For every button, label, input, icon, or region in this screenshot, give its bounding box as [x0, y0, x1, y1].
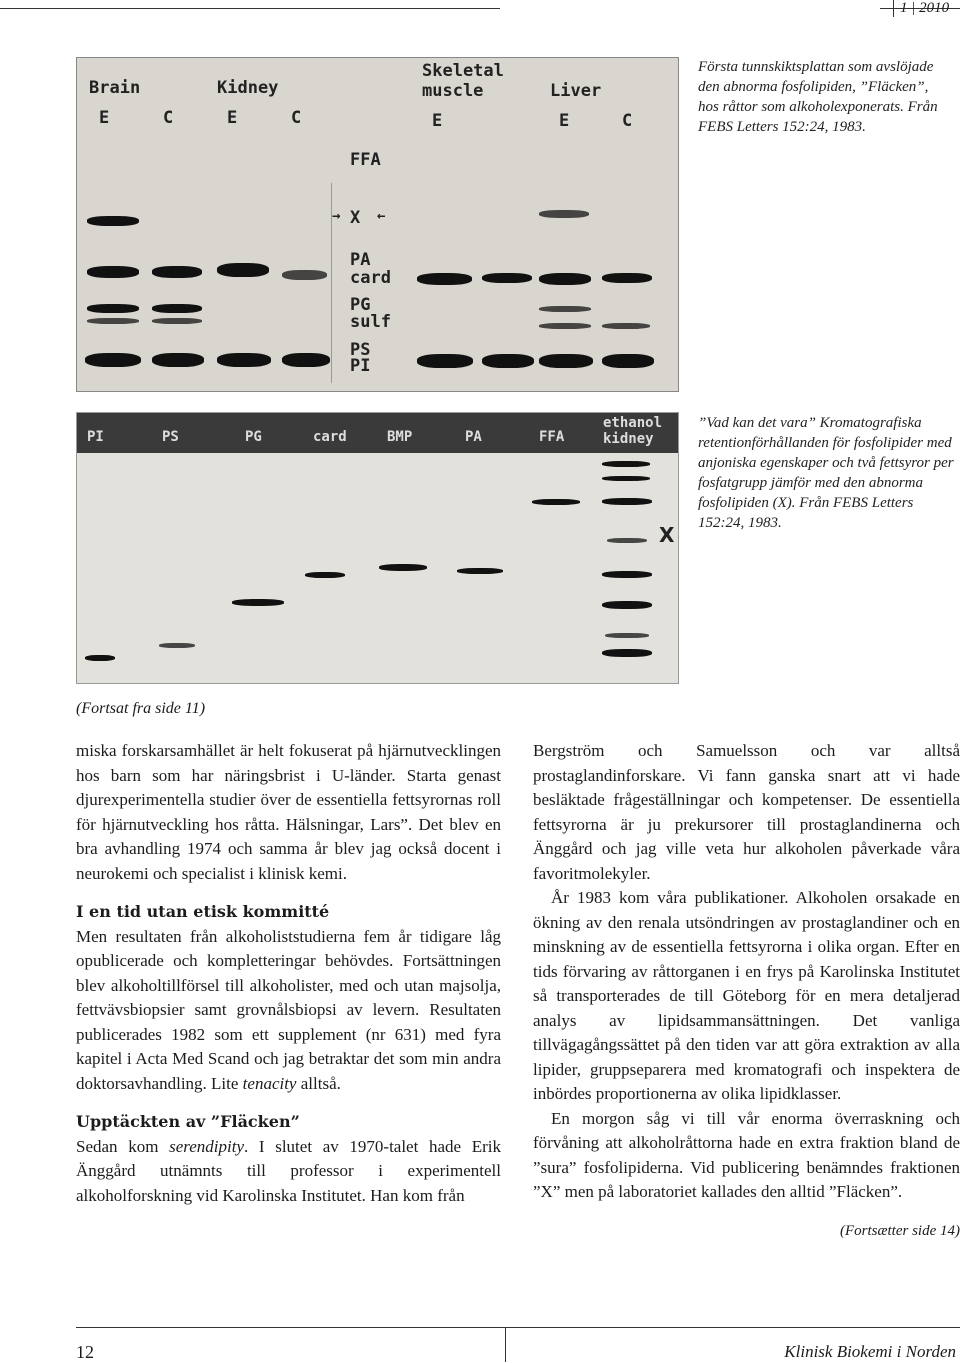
tlc-band	[539, 354, 593, 368]
tlc-band-kidney	[602, 461, 650, 467]
section-heading: Upptäckten av ”Fläcken”	[76, 1112, 300, 1131]
tlc-band-pi	[85, 655, 115, 661]
lane-label: kidney	[603, 431, 654, 447]
marker-label: sulf	[350, 312, 391, 332]
tlc-band	[282, 270, 327, 280]
tlc-band	[152, 304, 202, 313]
tlc-band	[482, 354, 534, 368]
group-label: Liver	[550, 81, 602, 101]
tlc-band-kidney	[602, 649, 652, 657]
group-label: Kidney	[217, 78, 279, 98]
emphasis: tenacity	[242, 1073, 297, 1093]
tlc-plate-figure-2	[76, 412, 679, 684]
paragraph	[76, 925, 501, 1097]
tlc-band	[602, 273, 652, 283]
paragraph	[76, 1135, 501, 1209]
journal-name: Klinisk Biokemi i Norden	[784, 1342, 956, 1361]
lane-label: ethanol	[603, 415, 663, 431]
tlc-band	[539, 273, 591, 285]
marker-label: PA	[350, 250, 371, 270]
tlc-band	[482, 273, 532, 283]
tlc-band	[152, 266, 202, 278]
group-label: Skeletal	[422, 61, 504, 81]
tlc-band-kidney	[602, 498, 652, 505]
lane-letter: E	[559, 111, 570, 131]
tlc-band-ps	[159, 643, 195, 648]
paragraph: Bergström och Samuelsson och var alltså prostaglandinforskare. Vi fann ganska snart att vi hade besläktade frågeställningar och kompetenser. De essentiella fettsyrorna är ju prekursorer till prostaglandinerna och Änggård och jag ville veta hur alkoholen påverkade våra favoritmolekyler.	[533, 741, 960, 883]
marker-label: PG	[350, 295, 371, 315]
plate-divider	[331, 183, 332, 383]
tlc-band-pg	[232, 599, 284, 606]
tlc-band	[602, 323, 650, 329]
footer-rule	[76, 1327, 960, 1328]
article-column-right	[533, 739, 960, 1243]
paragraph-text: . I slutet av 1970-talet hade Erik Änggård utnämnts till professor i experimentell alkoholforskning vid Karolinska Institutet. Han kom från	[76, 1136, 501, 1205]
tlc-band	[87, 216, 139, 226]
lane-label: FFA	[539, 429, 565, 445]
marker-label: FFA	[350, 150, 381, 170]
tlc-band-card	[305, 572, 345, 578]
tlc-band	[217, 263, 269, 277]
figure-2-caption: ”Vad kan det vara” Kromatografiska retentionförhållanden för fosfolipider med anjoniska egenskaper och två fettsyror per fosfatgrupp jämför med den abnorma fosfolipiden (X). Från FEBS Letters 152:24, 1983.	[698, 415, 954, 531]
lane-label: card	[313, 429, 347, 445]
lane-label: PA	[465, 429, 482, 445]
paragraph: miska forskarsamhället är helt fokuserat på hjärnutvecklingen hos barn som har näringsbrist i U-länder. Starta genast djurexperimentella studier över de essentiella fettsyrornas roll för hjärnutveckling hos råtta. Hälsningar, Lars”. Det blev en bra avhandling 1974 och samma år blev jag också docent i neurokemi och specialist i klinisk kemi.	[76, 741, 501, 883]
paragraph: År 1983 kom våra publikationer. Alkoholen orsakade en ökning av den renala utsöndringen av prostaglandiner och en minskning av de essentiella fettsyrorna i olika organ. Efter en tids förvaring av råttorganen i en frys på Karolinska Institutet så transporterades de till Göteborg för en mera detaljerad analys av lipidsammansättningen. Det vanliga tillvägagångssättet på den tiden var att göra extraktion av alla lipider, gruppseparera med kromatografi och inspektera de inbördes proportionerna av olika lipidklasser.	[533, 888, 960, 1103]
lane-letter: E	[227, 108, 238, 128]
footer-divider	[505, 1327, 506, 1362]
continued-to: (Fortsætter side 14)	[840, 1222, 960, 1239]
tlc-band	[152, 318, 202, 324]
tlc-band-kidney	[602, 476, 650, 481]
lane-label: PI	[87, 429, 104, 445]
arrow-right-icon: ←	[377, 208, 386, 224]
marker-label: card	[350, 268, 391, 288]
tlc-band-kidney	[607, 538, 647, 543]
tlc-band	[85, 353, 141, 367]
tlc-band	[87, 318, 139, 324]
lane-letter: C	[163, 108, 174, 128]
tlc-band	[417, 354, 473, 368]
paragraph-text: Men resultaten från alkoholiststudierna fem år tidigare låg opublicerade och kompletteringar behövdes. Fortsättningen blev alkoholtillförsel till alkoholister, med och utan majsolja, fettvävsbiopsier samt grovnålsbiopsi av levern. Resultaten publicerades 1982 som ett supplement (nr 631) med fyra kapitel i Acta Med Scand och jag betraktar det som min andra doktorsavhandling. Lite	[76, 926, 501, 1093]
issue-number: 1 | 2010	[893, 0, 949, 17]
tlc-plate-figure-1	[76, 57, 679, 392]
lane-letter: E	[99, 108, 110, 128]
paragraph-text: alltså.	[300, 1073, 341, 1093]
tlc-band-bmp	[379, 564, 427, 571]
section-heading: I en tid utan etisk kommitté	[76, 902, 330, 921]
lane-label: BMP	[387, 429, 413, 445]
paragraph-text: Sedan kom	[76, 1136, 159, 1156]
tlc-band	[282, 353, 330, 367]
tlc-band	[87, 266, 139, 278]
page-number: 12	[76, 1342, 94, 1362]
tlc-band	[539, 323, 591, 329]
tlc-band	[87, 304, 139, 313]
article-column-left	[76, 739, 501, 1208]
tlc-band	[152, 353, 204, 367]
group-label: Brain	[89, 78, 141, 98]
marker-label: X	[350, 208, 361, 228]
arrow-left-icon: →	[332, 208, 341, 224]
lane-letter: C	[622, 111, 633, 131]
tlc-band-kidney	[602, 571, 652, 578]
tlc-band-ffa	[532, 499, 580, 505]
emphasis: serendipity	[169, 1136, 244, 1156]
tlc-band	[539, 210, 589, 218]
marker-label: PI	[350, 356, 371, 376]
tlc-band	[417, 273, 472, 285]
tlc-band	[602, 354, 654, 368]
header-rule	[0, 8, 500, 9]
lane-letter: C	[291, 108, 302, 128]
lane-label: PS	[162, 429, 179, 445]
continued-from: (Fortsat fra side 11)	[76, 700, 206, 717]
figure-1-caption: Första tunnskiktsplattan som avslöjade den abnorma fosfolipiden, ”Fläcken”, hos råttor som alkoholexponerats. Från FEBS Letters 152:24, 1983.	[698, 59, 938, 135]
tlc-band-pa	[457, 568, 503, 574]
lane-label: PG	[245, 429, 262, 445]
tlc-band	[217, 353, 271, 367]
x-marker-label: X	[659, 523, 675, 547]
marker-label: PS	[350, 340, 371, 360]
tlc-band	[539, 306, 591, 312]
tlc-band-kidney	[602, 601, 652, 609]
paragraph: En morgon såg vi till vår enorma överraskning och förvåning att alkoholråttorna hade en extra fraktion bland de ”sura” fosfolipiderna. Vid publicering benämndes fraktionen ”X” men på laboratoriet kallades den alltid ”Fläcken”.	[533, 1108, 960, 1201]
tlc-band-kidney	[605, 633, 649, 638]
group-label: muscle	[422, 81, 484, 101]
lane-letter: E	[432, 111, 443, 131]
